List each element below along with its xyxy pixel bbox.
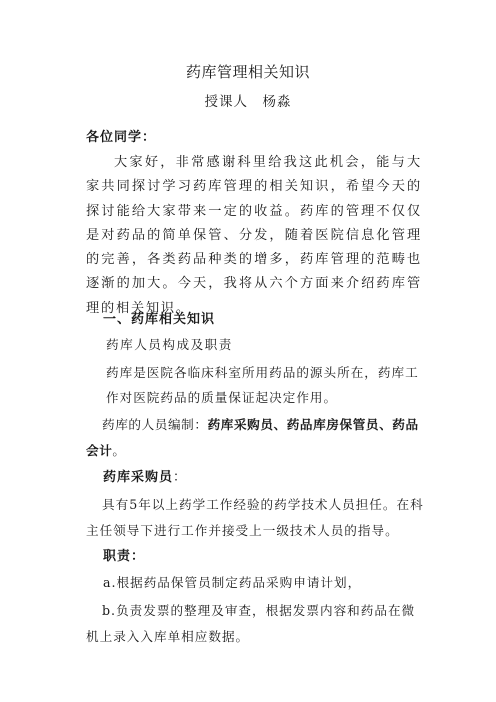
lecturer-line: 授课人 杨淼 bbox=[204, 94, 292, 110]
staffing-paragraph bbox=[86, 412, 426, 464]
purchaser-heading-text: 药库采购员 bbox=[103, 470, 174, 485]
salutation: 各位同学： bbox=[86, 130, 157, 145]
purchaser-paragraph bbox=[86, 492, 426, 544]
duty-heading: 职责： bbox=[103, 549, 146, 564]
duty-item-a: a.根据药品保管员制定药品采购申请计划， bbox=[103, 575, 362, 590]
intro-text: 大家好，非常感谢科里给我这此机会，能与大家共同探讨学习药库管理的相关知识，希望今天的探讨能给大家带来一定的收益。药库的管理不仅仅是对药品的简单保管、分发，随着医院信息化管理的完善，各类药品种类的增多，药库管理的范畴也逐渐的加大。今天，我将从六个方面来介绍药库管理的相关知识。 bbox=[86, 155, 422, 316]
staffing-prefix: 药库的人员编制： bbox=[102, 417, 208, 432]
document-title: 药库管理相关知识 bbox=[185, 63, 310, 81]
duty-item-b-text: b.负责发票的整理及审查，根据发票内容和药品在微机上录入入库单相应数据。 bbox=[86, 603, 416, 644]
duty-item-b bbox=[86, 598, 426, 650]
staffing-roles: 药库采购员、药品库房保管员、药品会计 bbox=[86, 417, 419, 458]
purchaser-heading-colon: ： bbox=[173, 470, 188, 485]
staffing-suffix: 。 bbox=[112, 443, 126, 458]
purchaser-text: 具有5年以上药学工作经验的药学技术人员担任。在科主任领导下进行工作并接受上一级技术人员的指导。 bbox=[86, 497, 424, 538]
source-item: 药库是医院各临床科室所用药品的源头所在，药库工作对医院药品的质量保证起决定作用。 bbox=[106, 365, 419, 405]
section-heading: 一、药库相关知识 bbox=[103, 312, 216, 327]
staff-item: 药库人员构成及职责 bbox=[106, 337, 233, 352]
intro-paragraph bbox=[86, 151, 422, 321]
purchaser-heading bbox=[103, 466, 187, 485]
